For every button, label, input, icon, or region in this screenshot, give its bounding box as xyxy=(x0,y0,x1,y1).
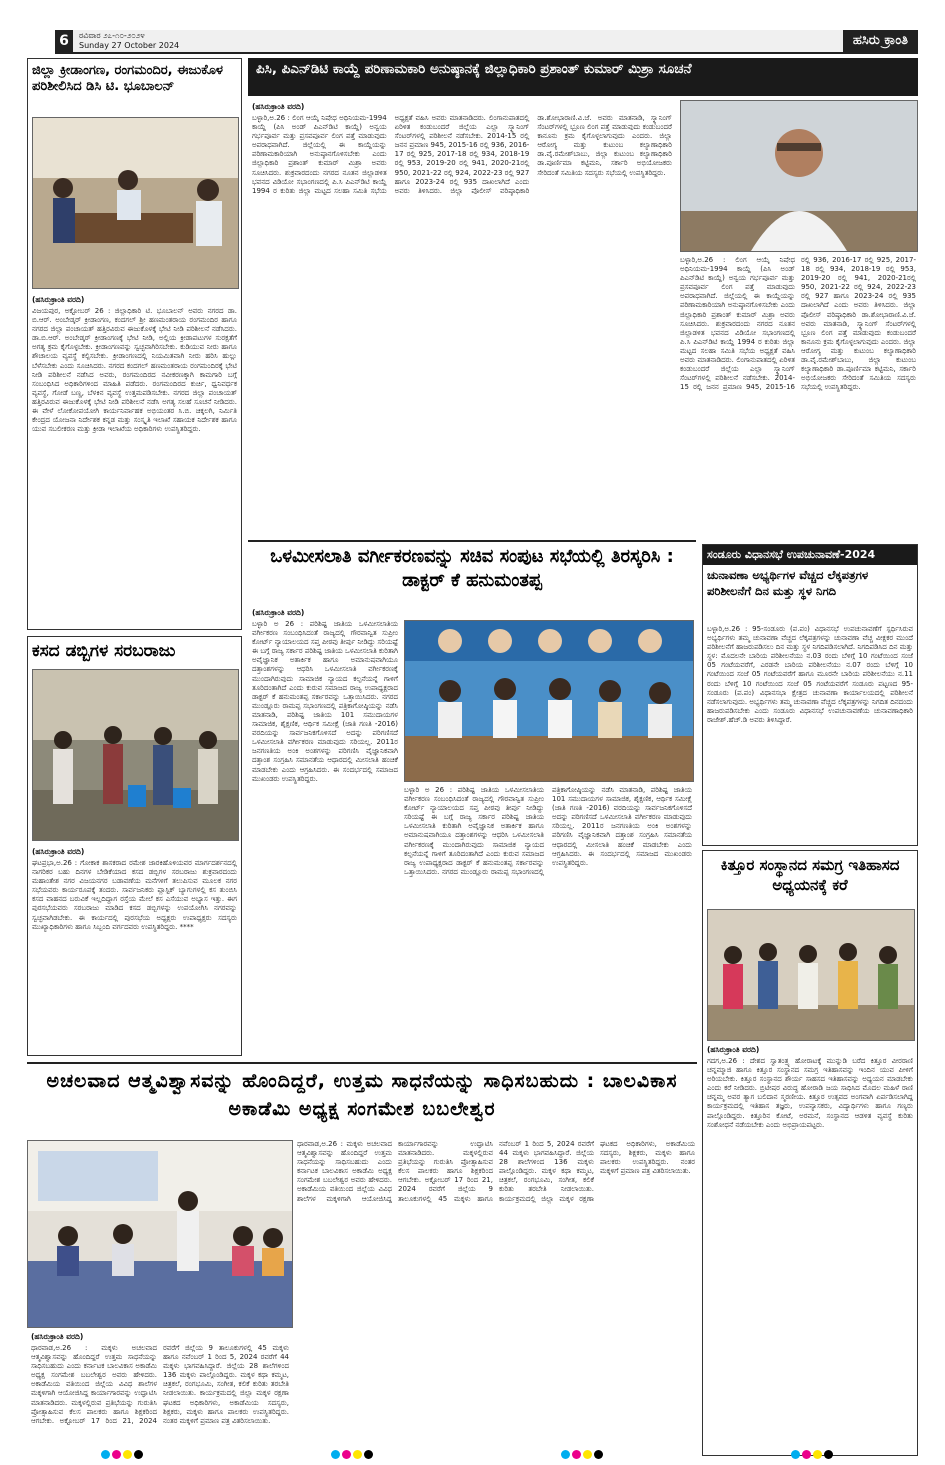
pcpndt-byline: (ಹಸಿರುಕ್ರಾಂತಿ ವರದಿ) xyxy=(252,102,305,111)
cyan-dot xyxy=(791,1450,800,1459)
reservation-body-left: ಬಳ್ಳಾರಿ ಅ 26 : ಪರಿಶಿಷ್ಟ ಜಾತಿಯ ಒಳಮೀಸಲಾತಿಯ ವರ್ಗೀಕರಣ ಸಂಬಂಧಿಸಿದಂತೆ ರಾಜ್ಯದಲ್ಲಿ ಗೌರವಾನ್ವಿತ ಸುಪ್ರೀಂ ಕೋರ್ಟ್ ನ್ಯಾಯಾಲಯದ ಸಪ್ತ ಪೀಠವು ತೀರ್ಪು ನೀಡಿದ್ದು ಸರಿಯಷ್ಟೆ ಈ ಬಗ್ಗೆ ರಾಜ್ಯ ಸರ್ಕಾರ ಪರಿಶಿಷ್ಟ ಜಾತಿಯ ಒಳಮೀಸಲಾತಿ ಕುರಿತಾಗಿ ಅವೈಜ್ಞಾನಿಕ ಅತಾರ್ಕಿಕ ಹಾಗೂ ಅಮಾನುಷವಾಗಿಯೂ ದತ್ತಾಂಶಗಳನ್ನು ಆಧರಿಸಿ ಒಳಮೀಸಲಾತಿ ವರ್ಗೀಕರಣಕ್ಕೆ ಮುಂದಾಗಿರುವುದು ಸಾಮಾಜಿಕ ನ್ಯಾಯದ ಕಲ್ಪನೆಯನ್ನೆ ಗಾಳಿಗೆ ತೂರಿದಂತಾಗಿದೆ ಎಂದು ಕುರುವ ಸಮಾಜದ ರಾಜ್ಯ ಉಪಾಧ್ಯಕ್ಷರಾದ ಡಾಕ್ಟರ್ ಕೆ ಹನುಮಂತಪ್ಪ ಸರ್ಕಾರವನ್ನು ಒತ್ತಾಯಿಸಿದರು. ನಗರದ ಮುಂಡ್ಲೂರು ರಾಮಪ್ಪ ಸಭಾಂಗಣದಲ್ಲಿ ಪತ್ರಿಕಾಗೋಷ್ಠಿಯನ್ನು ನಡೆಸಿ ಮಾತನಾಡಿ, ಪರಿಶಿಷ್ಟ ಜಾತಿಯ 101 ಸಮುದಾಯಗಳ ಸಾಮಾಜಿಕ, ಶೈಕ್ಷಣಿಕ, ಆರ್ಥಿಕ ಸಮೀಕ್ಷೆ (ಜಾತಿ ಗಣತಿ -2016) ವರದಿಯನ್ನು ಸಾರ್ವಜನಿಕಗೊಳಿಸದೆ ಅದನ್ನು ಪರಿಗಣಿಸದೆ ಒಳಮೀಸಲಾತಿ ವರ್ಗೀಕರಣ ಮಾಡುವುದು ಸರಿಯಲ್ಲ. 2011ರ ಜನಗಣತಿಯ ಅಂಕಿ ಅಂಶಗಳನ್ನು ಪರಿಗಣಿಸಿ ವೈಜ್ಞಾನಿಕವಾಗಿ ದತ್ತಾಂಶ ಸಂಗ್ರಹಿಸಿ ಸಮಾನತೆಯ ಆಧಾರದಲ್ಲಿ ಮೀಸಲಾತಿ ಹಂಚಿಕೆ ಮಾಡಬೇಕು ಎಂದು ಆಗ್ರಹಿಸಿದರು. ಈ ಸಂದರ್ಭದಲ್ಲಿ ಸಮಾಜದ ಮುಖಂಡರು ಉಪಸ್ಥಿತರಿದ್ದರು. xyxy=(252,620,398,783)
reservation-photo xyxy=(404,620,694,782)
kittur-byline: (ಹಸಿರುಕ್ರಾಂತಿ ವರದಿ) xyxy=(707,1045,760,1054)
pcpndt-body: ಬಳ್ಳಾರಿ,ಅ.26 : ಲಿಂಗ ಆಯ್ಕೆ ನಿಷೇಧ ಅಧಿನಿಯಮ-1994 ಕಾಯ್ದೆ (ಪಿಸಿ ಅಂಡ್ ಪಿಎನ್‌ಡಿಟಿ ಕಾಯ್ದೆ) ಅನ್ವಯ ಗರ್ಭಪೂರ್ವ ಮತ್ತು ಪ್ರಸವಪೂರ್ವ ಲಿಂಗ ಪತ್ತೆ ಮಾಡುವುದು ಅಪರಾಧವಾಗಿದೆ. ಜಿಲ್ಲೆಯಲ್ಲಿ ಈ ಕಾಯ್ದೆಯನ್ನು ಪರಿಣಾಮಕಾರಿಯಾಗಿ ಅನುಷ್ಠಾನಗೊಳಿಸಬೇಕು ಎಂದು ಜಿಲ್ಲಾಧಿಕಾರಿ ಪ್ರಶಾಂತ್ ಕುಮಾರ್ ಮಿಶ್ರಾ ಅವರು ಸೂಚಿಸಿದರು. ಶುಕ್ರವಾರದಂದು ನಗರದ ನೂತನ ಜಿಲ್ಲಾಡಳಿತ ಭವನದ ವಿಡಿಯೋ ಸಭಾಂಗಣದಲ್ಲಿ ಪಿ.ಸಿ ಪಿಎನ್‌ಡಿಟಿ ಕಾಯ್ದೆ 1994 ರ ಕುರಿತು ಜಿಲ್ಲಾ ಮಟ್ಟದ ಸಲಹಾ ಸಮಿತಿ ಸಭೆಯ ಅಧ್ಯಕ್ಷತೆ ವಹಿಸಿ ಅವರು ಮಾತನಾಡಿದರು. ಲಿಂಗಾನುಪಾತದಲ್ಲಿ ಏರಿಳಿತ ಕಂಡುಬಂದರೆ ಜಿಲ್ಲೆಯ ಎಲ್ಲಾ ಸ್ಕ್ಯಾನಿಂಗ್ ಸೆಂಟರ್‌ಗಳಲ್ಲಿ ಪರಿಶೀಲನೆ ನಡೆಸಬೇಕು. 2014-15 ರಲ್ಲಿ ಜನನ ಪ್ರಮಾಣ 945, 2015-16 ರಲ್ಲಿ 936, 2016-17 ರಲ್ಲಿ 925, 2017-18 ರಲ್ಲಿ 934, 2018-19 ರಲ್ಲಿ 953, 2019-20 ರಲ್ಲಿ 941, 2020-21ರಲ್ಲಿ 950, 2021-22 ರಲ್ಲಿ 924, 2022-23 ರಲ್ಲಿ 927 ಹಾಗೂ 2023-24 ರಲ್ಲಿ 935 ದಾಖಲಾಗಿದೆ ಎಂದು ಅವರು ತಿಳಿಸಿದರು. ಜಿಲ್ಲಾ ಪೊಲೀಸ್ ವರಿಷ್ಠಾಧಿಕಾರಿ ಡಾ.ಶೋಭಾರಾಣಿ.ವಿ.ಜೆ. ಅವರು ಮಾತನಾಡಿ, ಸ್ಕ್ಯಾನಿಂಗ್ ಸೆಂಟರ್‌ಗಳಲ್ಲಿ ಭ್ರೂಣ ಲಿಂಗ ಪತ್ತೆ ಮಾಡುವುದು ಕಂಡುಬಂದರೆ ಕಾನೂನು ಕ್ರಮ ಕೈಗೊಳ್ಳಲಾಗುವುದು ಎಂದರು. ಜಿಲ್ಲಾ ಆರೋಗ್ಯ ಮತ್ತು ಕುಟುಂಬ ಕಲ್ಯಾಣಾಧಿಕಾರಿ ಡಾ.ವೈ.ರಮೇಶ್‌ಬಾಬು, ಜಿಲ್ಲಾ ಕುಟುಂಬ ಕಲ್ಯಾಣಾಧಿಕಾರಿ ಡಾ.ಪೂರ್ಣಿಮಾ ಕಟ್ಟಿಮನಿ, ಸರ್ಕಾರಿ ಅಭಿಯೋಜಕರು ಸೇರಿದಂತೆ ಸಮಿತಿಯ ಸದಸ್ಯರು ಸಭೆಯಲ್ಲಿ ಉಪಸ್ಥಿತರಿದ್ದರು. xyxy=(252,114,672,195)
waste-bins-byline: (ಹಸಿರುಕ್ರಾಂತಿ ವರದಿ) xyxy=(32,847,85,856)
stadium-photo xyxy=(32,117,239,289)
balavikasa-story xyxy=(27,1062,697,1458)
collector-photo xyxy=(680,100,918,252)
sandur-body: ಬಳ್ಳಾರಿ,ಅ.26 : 95-ಸಂಡೂರು (ಪ.ಪಂ) ವಿಧಾನಸಭೆ ಉಪಚುನಾವಣೆಗೆ ಸ್ಪರ್ಧಿಸಿರುವ ಅಭ್ಯರ್ಥಿಗಳು ತಮ್ಮ ಚುನಾವಣಾ ವೆಚ್ಚದ ಲೆಕ್ಕಪತ್ರಗಳನ್ನು ಚುನಾವಣಾ ವೆಚ್ಚ ವೀಕ್ಷಕರ ಮುಂದೆ ಪರಿಶೀಲನೆಗೆ ಹಾಜರುಪಡಿಸಲು ದಿನ ಮತ್ತು ಸ್ಥಳ ನಿಗದಿಪಡಿಸಲಾಗಿದೆ. ನಿಗದಿಪಡಿಸಿದ ದಿನ ಮತ್ತು ಸ್ಥಳ: ಮೊದಲನೇ ಬಾರಿಯ ಪರಿಶೀಲನೆಯು ನ.03 ರಂದು ಬೆಳಿಗ್ಗೆ 10 ಗಂಟೆಯಿಂದ ಸಂಜೆ 05 ಗಂಟೆಯವರೆಗೆ, ಎರಡನೇ ಬಾರಿಯ ಪರಿಶೀಲನೆಯು ನ.07 ರಂದು ಬೆಳಿಗ್ಗೆ 10 ಗಂಟೆಯಿಂದ ಸಂಜೆ 05 ಗಂಟೆಯವರೆಗೆ ಹಾಗೂ ಮೂರನೇ ಬಾರಿಯ ಪರಿಶೀಲನೆಯು ನ.11 ರಂದು ಬೆಳಿಗ್ಗೆ 10 ಗಂಟೆಯಿಂದ ಸಂಜೆ 05 ಗಂಟೆಯವರೆಗೆ ಸಂಡೂರು ಪಟ್ಟಣದ 95-ಸಂಡೂರು (ಪ.ಪಂ) ವಿಧಾನಸಭಾ ಕ್ಷೇತ್ರದ ಚುನಾವಣಾ ಕಾರ್ಯಾಲಯದಲ್ಲಿ ಪರಿಶೀಲನೆ ನಡೆಸಲಾಗುವುದು. ಅಭ್ಯರ್ಥಿಗಳು ತಮ್ಮ ಚುನಾವಣಾ ವೆಚ್ಚದ ಲೆಕ್ಕಪತ್ರಗಳನ್ನು ನಿಗದಿತ ದಿನದಂದು ಹಾಜರುಪಡಿಸಬೇಕು ಎಂದು ಸಂಡೂರು ವಿಧಾನಸಭೆ ಉಪಚುನಾವಣೆಯ ಚುನಾವಣಾಧಿಕಾರಿ ರಾಜೇಶ್.ಹೆಚ್.ಡಿ ಅವರು ತಿಳಿಸಿದ್ದಾರೆ. xyxy=(707,625,913,724)
yellow-dot xyxy=(583,1450,592,1459)
reservation-body-right: ಬಳ್ಳಾರಿ ಅ 26 : ಪರಿಶಿಷ್ಟ ಜಾತಿಯ ಒಳಮೀಸಲಾತಿಯ ವರ್ಗೀಕರಣ ಸಂಬಂಧಿಸಿದಂತೆ ರಾಜ್ಯದಲ್ಲಿ ಗೌರವಾನ್ವಿತ ಸುಪ್ರೀಂ ಕೋರ್ಟ್ ನ್ಯಾಯಾಲಯದ ಸಪ್ತ ಪೀಠವು ತೀರ್ಪು ನೀಡಿದ್ದು ಸರಿಯಷ್ಟೆ ಈ ಬಗ್ಗೆ ರಾಜ್ಯ ಸರ್ಕಾರ ಪರಿಶಿಷ್ಟ ಜಾತಿಯ ಒಳಮೀಸಲಾತಿ ಕುರಿತಾಗಿ ಅವೈಜ್ಞಾನಿಕ ಅತಾರ್ಕಿಕ ಹಾಗೂ ಅಮಾನುಷವಾಗಿಯೂ ದತ್ತಾಂಶಗಳನ್ನು ಆಧರಿಸಿ ಒಳಮೀಸಲಾತಿ ವರ್ಗೀಕರಣಕ್ಕೆ ಮುಂದಾಗಿರುವುದು ಸಾಮಾಜಿಕ ನ್ಯಾಯದ ಕಲ್ಪನೆಯನ್ನೆ ಗಾಳಿಗೆ ತೂರಿದಂತಾಗಿದೆ ಎಂದು ಕುರುವ ಸಮಾಜದ ರಾಜ್ಯ ಉಪಾಧ್ಯಕ್ಷರಾದ ಡಾಕ್ಟರ್ ಕೆ ಹನುಮಂತಪ್ಪ ಸರ್ಕಾರವನ್ನು ಒತ್ತಾಯಿಸಿದರು. ನಗರದ ಮುಂಡ್ಲೂರು ರಾಮಪ್ಪ ಸಭಾಂಗಣದಲ್ಲಿ ಪತ್ರಿಕಾಗೋಷ್ಠಿಯನ್ನು ನಡೆಸಿ ಮಾತನಾಡಿ, ಪರಿಶಿಷ್ಟ ಜಾತಿಯ 101 ಸಮುದಾಯಗಳ ಸಾಮಾಜಿಕ, ಶೈಕ್ಷಣಿಕ, ಆರ್ಥಿಕ ಸಮೀಕ್ಷೆ (ಜಾತಿ ಗಣತಿ -2016) ವರದಿಯನ್ನು ಸಾರ್ವಜನಿಕಗೊಳಿಸದೆ ಅದನ್ನು ಪರಿಗಣಿಸದೆ ಒಳಮೀಸಲಾತಿ ವರ್ಗೀಕರಣ ಮಾಡುವುದು ಸರಿಯಲ್ಲ. 2011ರ ಜನಗಣತಿಯ ಅಂಕಿ ಅಂಶಗಳನ್ನು ಪರಿಗಣಿಸಿ ವೈಜ್ಞಾನಿಕವಾಗಿ ದತ್ತಾಂಶ ಸಂಗ್ರಹಿಸಿ ಸಮಾನತೆಯ ಆಧಾರದಲ್ಲಿ ಮೀಸಲಾತಿ ಹಂಚಿಕೆ ಮಾಡಬೇಕು ಎಂದು ಆಗ್ರಹಿಸಿದರು. ಈ ಸಂದರ್ಭದಲ್ಲಿ ಸಮಾಜದ ಮುಖಂಡರು ಉಪಸ್ಥಿತರಿದ್ದರು. xyxy=(404,786,692,876)
waste-bins-headline: ಕಸದ ಡಬ್ಬಿಗಳ ಸರಬರಾಜು xyxy=(32,641,176,661)
date-line-kannada: ರವಿವಾರ ೨೭-೧೦-೨೦೨೪ xyxy=(79,31,145,40)
waste-bins-photo xyxy=(32,669,239,841)
yellow-dot xyxy=(813,1450,822,1459)
balavikasa-body-left: ಧಾರವಾಡ,ಅ.26 : ಮಕ್ಕಳು ಅಚಲವಾದ ಆತ್ಮವಿಶ್ವಾಸವನ್ನು ಹೊಂದಿದ್ದರೆ ಉತ್ತಮ ಸಾಧನೆಯನ್ನು ಸಾಧಿಸಬಹುದು ಎಂದು ಕರ್ನಾಟಕ ಬಾಲವಿಕಾಸ ಅಕಾಡೆಮಿ ಅಧ್ಯಕ್ಷ ಸಂಗಮೇಶ ಬಬಲೇಶ್ವರ ಅವರು ಹೇಳಿದರು. ಅಕಾಡೆಮಿಯ ವತಿಯಿಂದ ಜಿಲ್ಲೆಯ ವಿವಿಧ ಶಾಲೆಗಳ ಮಕ್ಕಳಿಗಾಗಿ ಆಯೋಜಿಸಿದ್ದ ಕಾರ್ಯಾಗಾರವನ್ನು ಉದ್ಘಾಟಿಸಿ ಮಾತನಾಡಿದರು. ಮಕ್ಕಳಲ್ಲಿರುವ ಪ್ರತಿಭೆಯನ್ನು ಗುರುತಿಸಿ ಪ್ರೋತ್ಸಾಹಿಸುವ ಕೆಲಸ ಪಾಲಕರು ಹಾಗೂ ಶಿಕ್ಷಕರಿಂದ ಆಗಬೇಕು. ಅಕ್ಟೋಬರ್ 17 ರಿಂದ 21, 2024 ರವರೆಗೆ ಜಿಲ್ಲೆಯ 9 ತಾಲೂಕುಗಳಲ್ಲಿ 45 ಮಕ್ಕಳು ಹಾಗೂ ನವೆಂಬರ್ 1 ರಿಂದ 5, 2024 ರವರೆಗೆ 44 ಮಕ್ಕಳು ಭಾಗವಹಿಸಿದ್ದಾರೆ. ಜಿಲ್ಲೆಯ 28 ಶಾಲೆಗಳಿಂದ 136 ಮಕ್ಕಳು ಪಾಲ್ಗೊಂಡಿದ್ದರು. ಮಕ್ಕಳ ಕಥಾ ಕಮ್ಮಟ, ಚಿತ್ರಕಲೆ, ರಂಗಭೂಮಿ, ಸಂಗೀತ, ಕಲಿಕೆ ಕುರಿತು ತರಬೇತಿ ನೀಡಲಾಯಿತು. ಕಾರ್ಯಕ್ರಮದಲ್ಲಿ ಜಿಲ್ಲಾ ಮಕ್ಕಳ ರಕ್ಷಣಾ ಘಟಕದ ಅಧಿಕಾರಿಗಳು, ಅಕಾಡೆಮಿಯ ಸದಸ್ಯರು, ಶಿಕ್ಷಕರು, ಮಕ್ಕಳು ಹಾಗೂ ಪಾಲಕರು ಉಪಸ್ಥಿತರಿದ್ದರು. ನಂತರ ಮಕ್ಕಳಿಗೆ ಪ್ರಮಾಣ ಪತ್ರ ವಿತರಿಸಲಾಯಿತು. xyxy=(31,1344,289,1425)
magenta-dot xyxy=(342,1450,351,1459)
group-photo-icon xyxy=(708,910,914,1040)
stadium-byline: (ಹಸಿರುಕ್ರಾಂತಿ ವರದಿ) xyxy=(32,295,85,304)
collector-portrait-photo-icon xyxy=(681,101,917,251)
black-dot xyxy=(134,1450,143,1459)
sandur-headline: ಚುನಾವಣಾ ಅಭ್ಯರ್ಥಿಗಳ ವೆಚ್ಚದ ಲೆಕ್ಕಪತ್ರಗಳ ಪರಿಶೀಲನೆಗೆ ದಿನ ಮತ್ತು ಸ್ಥಳ ನಿಗದಿ xyxy=(707,568,869,598)
balavikasa-photo xyxy=(27,1140,293,1328)
registration-dots-2 xyxy=(330,1444,374,1463)
pcpndt-headline: ಪಿಸಿ, ಪಿಎನ್‌ಡಿಟಿ ಕಾಯ್ದೆ ಪರಿಣಾಮಕಾರಿ ಅನುಷ್ಠಾನಕ್ಕೆ ಜಿಲ್ಲಾಧಿಕಾರಿ ಪ್ರಶಾಂತ್ ಕುಮಾರ್ ಮಿಶ್ರಾ ಸೂಚನೆ xyxy=(256,61,692,77)
reservation-headline: ಒಳಮೀಸಲಾತಿ ವರ್ಗೀಕರಣವನ್ನು ಸಚಿವ ಸಂಪುಟ ಸಭೆಯಲ್ಲಿ ತಿರಸ್ಕರಿಸಿ : ಡಾಕ್ಟರ್ ಕೆ ಹನುಮಂತಪ್ಪ xyxy=(270,546,674,592)
kittur-headline: ಕಿತ್ತೂರ ಸಂಸ್ಥಾನದ ಸಮಗ್ರ ಇತಿಹಾಸದ ಅಧ್ಯಯನಕ್ಕೆ ಕರೆ xyxy=(720,856,900,895)
pcpndt-headline-bar xyxy=(248,58,918,96)
sandur-headline-bar: ಸಂಡೂರು ವಿಧಾನಸಭೆ ಉಪಚುನಾವಣೆ-2024 xyxy=(703,545,917,565)
registration-dots-3 xyxy=(560,1444,604,1463)
page-number: 6 xyxy=(55,30,73,52)
cyan-dot xyxy=(331,1450,340,1459)
paper-name: ಹಸಿರು ಕ್ರಾಂತಿ xyxy=(843,30,918,52)
sandur-story xyxy=(702,544,918,846)
waste-bins-story xyxy=(27,636,242,1056)
black-dot xyxy=(364,1450,373,1459)
pcpndt-story xyxy=(248,98,918,534)
masthead xyxy=(55,30,918,54)
kittur-body: ಗದಗ,ಅ.26 : ದೇಶದ ಸ್ವಾತಂತ್ರ್ಯ ಹೋರಾಟಕ್ಕೆ ಮುನ್ನುಡಿ ಬರೆದ ಕಿತ್ತೂರ ವೀರರಾಣಿ ಚನ್ನಮ್ಮಾಜಿ ಹಾಗೂ ಕಿತ್ತೂರ ಸಂಸ್ಥಾನದ ಸಮಗ್ರ ಇತಿಹಾಸವನ್ನು ಇಂದಿನ ಯುವ ಪೀಳಿಗೆ ಅರಿಯಬೇಕು. ಕಿತ್ತೂರ ಸಂಸ್ಥಾನದ ಶೌರ್ಯ ಸಾಹಸದ ಇತಿಹಾಸವನ್ನು ಅಧ್ಯಯನ ಮಾಡಬೇಕು ಎಂದು ಕರೆ ನೀಡಿದರು. ಬ್ರಿಟೀಷರ ವಿರುದ್ಧ ಹೋರಾಡಿ ಜಯ ಸಾಧಿಸಿದ ಮೊದಲ ಮಹಿಳೆ ರಾಣಿ ಚನ್ನಮ್ಮ ಅವರ ತ್ಯಾಗ ಬಲಿದಾನ ಸ್ಮರಣೀಯ. ಕಿತ್ತೂರ ಉತ್ಸವದ ಅಂಗವಾಗಿ ಏರ್ಪಡಿಸಲಾಗಿದ್ದ ಕಾರ್ಯಕ್ರಮದಲ್ಲಿ ಇತಿಹಾಸ ತಜ್ಞರು, ಉಪನ್ಯಾಸಕರು, ವಿದ್ಯಾರ್ಥಿಗಳು ಹಾಗೂ ಗಣ್ಯರು ಪಾಲ್ಗೊಂಡಿದ್ದರು. ಕಿತ್ತೂರಿನ ಕೋಟೆ, ಅರಮನೆ, ಸಂಸ್ಥಾನದ ಆಡಳಿತ ವ್ಯವಸ್ಥೆ ಕುರಿತು ಸಂಶೋಧನೆ ನಡೆಯಬೇಕು ಎಂದು ಅಭಿಪ್ರಾಯಪಟ್ಟರು. xyxy=(707,1057,913,1129)
yellow-dot xyxy=(353,1450,362,1459)
balavikasa-body-right: ಧಾರವಾಡ,ಅ.26 : ಮಕ್ಕಳು ಅಚಲವಾದ ಆತ್ಮವಿಶ್ವಾಸವನ್ನು ಹೊಂದಿದ್ದರೆ ಉತ್ತಮ ಸಾಧನೆಯನ್ನು ಸಾಧಿಸಬಹುದು ಎಂದು ಕರ್ನಾಟಕ ಬಾಲವಿಕಾಸ ಅಕಾಡೆಮಿ ಅಧ್ಯಕ್ಷ ಸಂಗಮೇಶ ಬಬಲೇಶ್ವರ ಅವರು ಹೇಳಿದರು. ಅಕಾಡೆಮಿಯ ವತಿಯಿಂದ ಜಿಲ್ಲೆಯ ವಿವಿಧ ಶಾಲೆಗಳ ಮಕ್ಕಳಿಗಾಗಿ ಆಯೋಜಿಸಿದ್ದ ಕಾರ್ಯಾಗಾರವನ್ನು ಉದ್ಘಾಟಿಸಿ ಮಾತನಾಡಿದರು. ಮಕ್ಕಳಲ್ಲಿರುವ ಪ್ರತಿಭೆಯನ್ನು ಗುರುತಿಸಿ ಪ್ರೋತ್ಸಾಹಿಸುವ ಕೆಲಸ ಪಾಲಕರು ಹಾಗೂ ಶಿಕ್ಷಕರಿಂದ ಆಗಬೇಕು. ಅಕ್ಟೋಬರ್ 17 ರಿಂದ 21, 2024 ರವರೆಗೆ ಜಿಲ್ಲೆಯ 9 ತಾಲೂಕುಗಳಲ್ಲಿ 45 ಮಕ್ಕಳು ಹಾಗೂ ನವೆಂಬರ್ 1 ರಿಂದ 5, 2024 ರವರೆಗೆ 44 ಮಕ್ಕಳು ಭಾಗವಹಿಸಿದ್ದಾರೆ. ಜಿಲ್ಲೆಯ 28 ಶಾಲೆಗಳಿಂದ 136 ಮಕ್ಕಳು ಪಾಲ್ಗೊಂಡಿದ್ದರು. ಮಕ್ಕಳ ಕಥಾ ಕಮ್ಮಟ, ಚಿತ್ರಕಲೆ, ರಂಗಭೂಮಿ, ಸಂಗೀತ, ಕಲಿಕೆ ಕುರಿತು ತರಬೇತಿ ನೀಡಲಾಯಿತು. ಕಾರ್ಯಕ್ರಮದಲ್ಲಿ ಜಿಲ್ಲಾ ಮಕ್ಕಳ ರಕ್ಷಣಾ ಘಟಕದ ಅಧಿಕಾರಿಗಳು, ಅಕಾಡೆಮಿಯ ಸದಸ್ಯರು, ಶಿಕ್ಷಕರು, ಮಕ್ಕಳು ಹಾಗೂ ಪಾಲಕರು ಉಪಸ್ಥಿತರಿದ್ದರು. ನಂತರ ಮಕ್ಕಳಿಗೆ ಪ್ರಮಾಣ ಪತ್ರ ವಿತರಿಸಲಾಯಿತು. xyxy=(297,1140,695,1203)
stadium-story xyxy=(27,58,242,630)
pcpndt-body-cont: ಬಳ್ಳಾರಿ,ಅ.26 : ಲಿಂಗ ಆಯ್ಕೆ ನಿಷೇಧ ಅಧಿನಿಯಮ-1994 ಕಾಯ್ದೆ (ಪಿಸಿ ಅಂಡ್ ಪಿಎನ್‌ಡಿಟಿ ಕಾಯ್ದೆ) ಅನ್ವಯ ಗರ್ಭಪೂರ್ವ ಮತ್ತು ಪ್ರಸವಪೂರ್ವ ಲಿಂಗ ಪತ್ತೆ ಮಾಡುವುದು ಅಪರಾಧವಾಗಿದೆ. ಜಿಲ್ಲೆಯಲ್ಲಿ ಈ ಕಾಯ್ದೆಯನ್ನು ಪರಿಣಾಮಕಾರಿಯಾಗಿ ಅನುಷ್ಠಾನಗೊಳಿಸಬೇಕು ಎಂದು ಜಿಲ್ಲಾಧಿಕಾರಿ ಪ್ರಶಾಂತ್ ಕುಮಾರ್ ಮಿಶ್ರಾ ಅವರು ಸೂಚಿಸಿದರು. ಶುಕ್ರವಾರದಂದು ನಗರದ ನೂತನ ಜಿಲ್ಲಾಡಳಿತ ಭವನದ ವಿಡಿಯೋ ಸಭಾಂಗಣದಲ್ಲಿ ಪಿ.ಸಿ ಪಿಎನ್‌ಡಿಟಿ ಕಾಯ್ದೆ 1994 ರ ಕುರಿತು ಜಿಲ್ಲಾ ಮಟ್ಟದ ಸಲಹಾ ಸಮಿತಿ ಸಭೆಯ ಅಧ್ಯಕ್ಷತೆ ವಹಿಸಿ ಅವರು ಮಾತನಾಡಿದರು. ಲಿಂಗಾನುಪಾತದಲ್ಲಿ ಏರಿಳಿತ ಕಂಡುಬಂದರೆ ಜಿಲ್ಲೆಯ ಎಲ್ಲಾ ಸ್ಕ್ಯಾನಿಂಗ್ ಸೆಂಟರ್‌ಗಳಲ್ಲಿ ಪರಿಶೀಲನೆ ನಡೆಸಬೇಕು. 2014-15 ರಲ್ಲಿ ಜನನ ಪ್ರಮಾಣ 945, 2015-16 ರಲ್ಲಿ 936, 2016-17 ರಲ್ಲಿ 925, 2017-18 ರಲ್ಲಿ 934, 2018-19 ರಲ್ಲಿ 953, 2019-20 ರಲ್ಲಿ 941, 2020-21ರಲ್ಲಿ 950, 2021-22 ರಲ್ಲಿ 924, 2022-23 ರಲ್ಲಿ 927 ಹಾಗೂ 2023-24 ರಲ್ಲಿ 935 ದಾಖಲಾಗಿದೆ ಎಂದು ಅವರು ತಿಳಿಸಿದರು. ಜಿಲ್ಲಾ ಪೊಲೀಸ್ ವರಿಷ್ಠಾಧಿಕಾರಿ ಡಾ.ಶೋಭಾರಾಣಿ.ವಿ.ಜೆ. ಅವರು ಮಾತನಾಡಿ, ಸ್ಕ್ಯಾನಿಂಗ್ ಸೆಂಟರ್‌ಗಳಲ್ಲಿ ಭ್ರೂಣ ಲಿಂಗ ಪತ್ತೆ ಮಾಡುವುದು ಕಂಡುಬಂದರೆ ಕಾನೂನು ಕ್ರಮ ಕೈಗೊಳ್ಳಲಾಗುವುದು ಎಂದರು. ಜಿಲ್ಲಾ ಆರೋಗ್ಯ ಮತ್ತು ಕುಟುಂಬ ಕಲ್ಯಾಣಾಧಿಕಾರಿ ಡಾ.ವೈ.ರಮೇಶ್‌ಬಾಬು, ಜಿಲ್ಲಾ ಕುಟುಂಬ ಕಲ್ಯಾಣಾಧಿಕಾರಿ ಡಾ.ಪೂರ್ಣಿಮಾ ಕಟ್ಟಿಮನಿ, ಸರ್ಕಾರಿ ಅಭಿಯೋಜಕರು ಸೇರಿದಂತೆ ಸಮಿತಿಯ ಸದಸ್ಯರು ಸಭೆಯಲ್ಲಿ ಉಪಸ್ಥಿತರಿದ್ದರು. xyxy=(680,256,916,392)
magenta-dot xyxy=(112,1450,121,1459)
people-with-bins-photo-icon xyxy=(33,670,238,840)
registration-dots-1 xyxy=(100,1444,144,1463)
magenta-dot xyxy=(572,1450,581,1459)
reservation-story xyxy=(248,540,696,1058)
office-meeting-photo-icon xyxy=(33,118,238,288)
black-dot xyxy=(824,1450,833,1459)
reservation-byline: (ಹಸಿರುಕ್ರಾಂತಿ ವರದಿ) xyxy=(252,608,305,617)
workshop-stage-photo-icon xyxy=(28,1141,292,1327)
press-meet-photo-icon xyxy=(405,621,693,781)
cyan-dot xyxy=(101,1450,110,1459)
kittur-story xyxy=(702,850,918,1456)
black-dot xyxy=(594,1450,603,1459)
kittur-photo xyxy=(707,909,915,1041)
stadium-headline: ಜಿಲ್ಲಾ ಕ್ರೀಡಾಂಗಣ, ರಂಗಮಂದಿರ, ಈಜುಕೊಳ ಪರಿಶೀಲಿಸಿದ ಡಿಸಿ ಟಿ. ಭೂಬಾಲನ್ xyxy=(32,63,223,95)
magenta-dot xyxy=(802,1450,811,1459)
balavikasa-headline: ಅಚಲವಾದ ಆತ್ಮವಿಶ್ವಾಸವನ್ನು ಹೊಂದಿದ್ದರೆ, ಉತ್ತಮ ಸಾಧನೆಯನ್ನು ಸಾಧಿಸಬಹುದು : ಬಾಲವಿಕಾಸ ಅಕಾಡೆಮಿ ಅಧ್ಯಕ್ಷ ಸಂಗಮೇಶ ಬಬಲೇಶ್ವರ xyxy=(46,1070,678,1120)
cyan-dot xyxy=(561,1450,570,1459)
yellow-dot xyxy=(123,1450,132,1459)
date-line-english: Sunday 27 October 2024 xyxy=(79,41,180,50)
registration-dots-4 xyxy=(790,1444,834,1463)
balavikasa-byline: (ಹಸಿರುಕ್ರಾಂತಿ ವರದಿ) xyxy=(31,1332,84,1341)
stadium-body: ವಿಜಯಪುರ, ಅಕ್ಟೋಬರ್ 26 : ಜಿಲ್ಲಾಧಿಕಾರಿ ಟಿ. ಭೂಬಾಲನ್ ಅವರು ನಗರದ ಡಾ. ಬಿ.ಆರ್. ಅಂಬೇಡ್ಕರ್ ಕ್ರೀಡಾಂಗಣ, ಕಂದಗಲ್ ಶ್ರೀ ಹಣಮಂತರಾಯ ರಂಗಮಂದಿರ ಹಾಗೂ ನಗರದ ಜಿಲ್ಲಾ ಪಂಚಾಯತ್ ಹತ್ತಿರವಿರುವ ಈಜುಕೊಳಕ್ಕೆ ಭೇಟಿ ನೀಡಿ ಪರಿಶೀಲನೆ ನಡೆಸಿದರು. ಡಾ.ಬಿ.ಆರ್. ಅಂಬೇಡ್ಕರ್ ಕ್ರೀಡಾಂಗಣಕ್ಕೆ ಭೇಟಿ ನೀಡಿ, ಅಲ್ಲಿಯ ಕ್ರೀಡಾಪಟುಗಳ ಸುರಕ್ಷತೆಗೆ ಅಗತ್ಯ ಕ್ರಮ ಕೈಗೊಳ್ಳಬೇಕು. ಕ್ರೀಡಾಂಗಣವನ್ನು ಸ್ವಚ್ಛವಾಗಿರಿಸಬೇಕು. ಕುಡಿಯುವ ನೀರು ಹಾಗೂ ಶೌಚಾಲಯ ವ್ಯವಸ್ಥೆ ಕಲ್ಪಿಸಬೇಕು. ಕ್ರೀಡಾಂಗಣದಲ್ಲಿ ನಿಯಮಿತವಾಗಿ ನೀರು ಹರಿಸಿ ಹುಲ್ಲು ಬೆಳೆಸಬೇಕು ಎಂದು ಸೂಚಿಸಿದರು. ನಗರದ ಕಂದಗಲ್ ಹಣಮಂತರಾಯ ರಂಗಮಂದಿರಕ್ಕೆ ಭೇಟಿ ನೀಡಿ ಪರಿಶೀಲನೆ ನಡೆಸಿದ ಅವರು, ರಂಗಮಂದಿರದ ನವೀಕರಣಕ್ಕಾಗಿ ಕಾಮಗಾರಿ ಬಗ್ಗೆ ಸಂಬಂಧಿಸಿದ ಅಧಿಕಾರಿಗಳಿಂದ ಮಾಹಿತಿ ಪಡೆದರು. ರಂಗಮಂದಿರದ ಕುರ್ಚಿ, ಧ್ವನಿವರ್ಧಕ ವ್ಯವಸ್ಥೆ, ಗೋಡೆ ಬಣ್ಣ, ಬೆಳಕಿನ ವ್ಯವಸ್ಥೆ ಉತ್ತಮಪಡಿಸಬೇಕು. ನಗರದ ಜಿಲ್ಲಾ ಪಂಚಾಯತ್ ಹತ್ತಿರವಿರುವ ಈಜುಕೊಳಕ್ಕೆ ಭೇಟಿ ನೀಡಿ ಪರಿಶೀಲನೆ ನಡೆಸಿ ಅಗತ್ಯ ಸಲಹೆ ಸೂಚನೆ ನೀಡಿದರು. ಈ ವೇಳೆ ಲೋಕೋಪಯೋಗಿ ಕಾರ್ಯನಿರ್ವಾಹಕ ಅಭಿಯಂತರ ಸಿ.ಬಿ. ಚಿಕ್ಕಲಗಿ, ನಿರ್ಮಿತಿ ಕೇಂದ್ರದ ಯೋಜನಾ ನಿರ್ದೇಶಕ ಕನ್ನಡ ಮತ್ತು ಸಂಸ್ಕೃತಿ ಇಲಾಖೆ ಸಹಾಯಕ ನಿರ್ದೇಶಕ ಹಾಗೂ ಯುವ ಸಬಲೀಕರಣ ಮತ್ತು ಕ್ರೀಡಾ ಇಲಾಖೆಯ ಅಧಿಕಾರಿಗಳು ಉಪಸ್ಥಿತರಿದ್ದರು. xyxy=(32,307,237,434)
waste-bins-body: ಘಟಪ್ರಭಾ,ಅ.26 : ಗೋಕಾಕ ಶಾಸಕರಾದ ರಮೇಶ ಜಾರಕಿಹೊಳಿಯವರ ಮಾರ್ಗದರ್ಶನದಲ್ಲಿ ನಾಗರಿಕರ ಬಹು ದಿನಗಳ ಬೇಡಿಕೆಯಾದ ಕಸದ ಡಬ್ಬಿಗಳ ಸರಬರಾಜು ಶುಕ್ರವಾರದಂದು ಮಹಾಂತೇಶ ನಗರ ವಿಜಯನಗರ ಬಡಾವಣೆಯ ಮನೆಗಳಿಗೆ ತಲುಪಿಸುವ ಮೂಲಕ ನಗರ ಸಭೆಯವರು ಕಾರ್ಯರೂಪಕ್ಕೆ ತಂದರು. ಸಾರ್ವಜನಿಕರು ಪ್ಲಾಸ್ಟಿಕ್ ಬ್ಯಾಗುಗಳಲ್ಲಿ ಕಸ ತುಂಬಿಸಿ ಕಸದ ವಾಹನದ ಬರುವಿಕೆ ಇಲ್ಲದಿದ್ದಾಗ ರಸ್ತೆಯ ಮೇಲೆ ಕಸ ಎಸೆಯುವ ಅಭ್ಯಾಸ ಇತ್ತು. ಈಗ ಪುರಸಭೆಯವರು ಸರಬರಾಜು ಮಾಡಿದ ಕಸದ ಡಬ್ಬಿಗಳನ್ನು ಉಪಯೋಗಿಸಿ ನಗರವನ್ನು ಸ್ವಚ್ಛವಾಗಿಡಬೇಕು. ಈ ಕಾರ್ಯದಲ್ಲಿ ಪುರಸಭೆಯ ಅಧ್ಯಕ್ಷರು ಉಪಾಧ್ಯಕ್ಷರು ಸದಸ್ಯರು ಮುಖ್ಯಾಧಿಕಾರಿಗಳು ಹಾಗೂ ಸಿಬ್ಬಂದಿ ವರ್ಗದವರು ಉಪಸ್ಥಿತರಿದ್ದರು. **** xyxy=(32,859,237,931)
